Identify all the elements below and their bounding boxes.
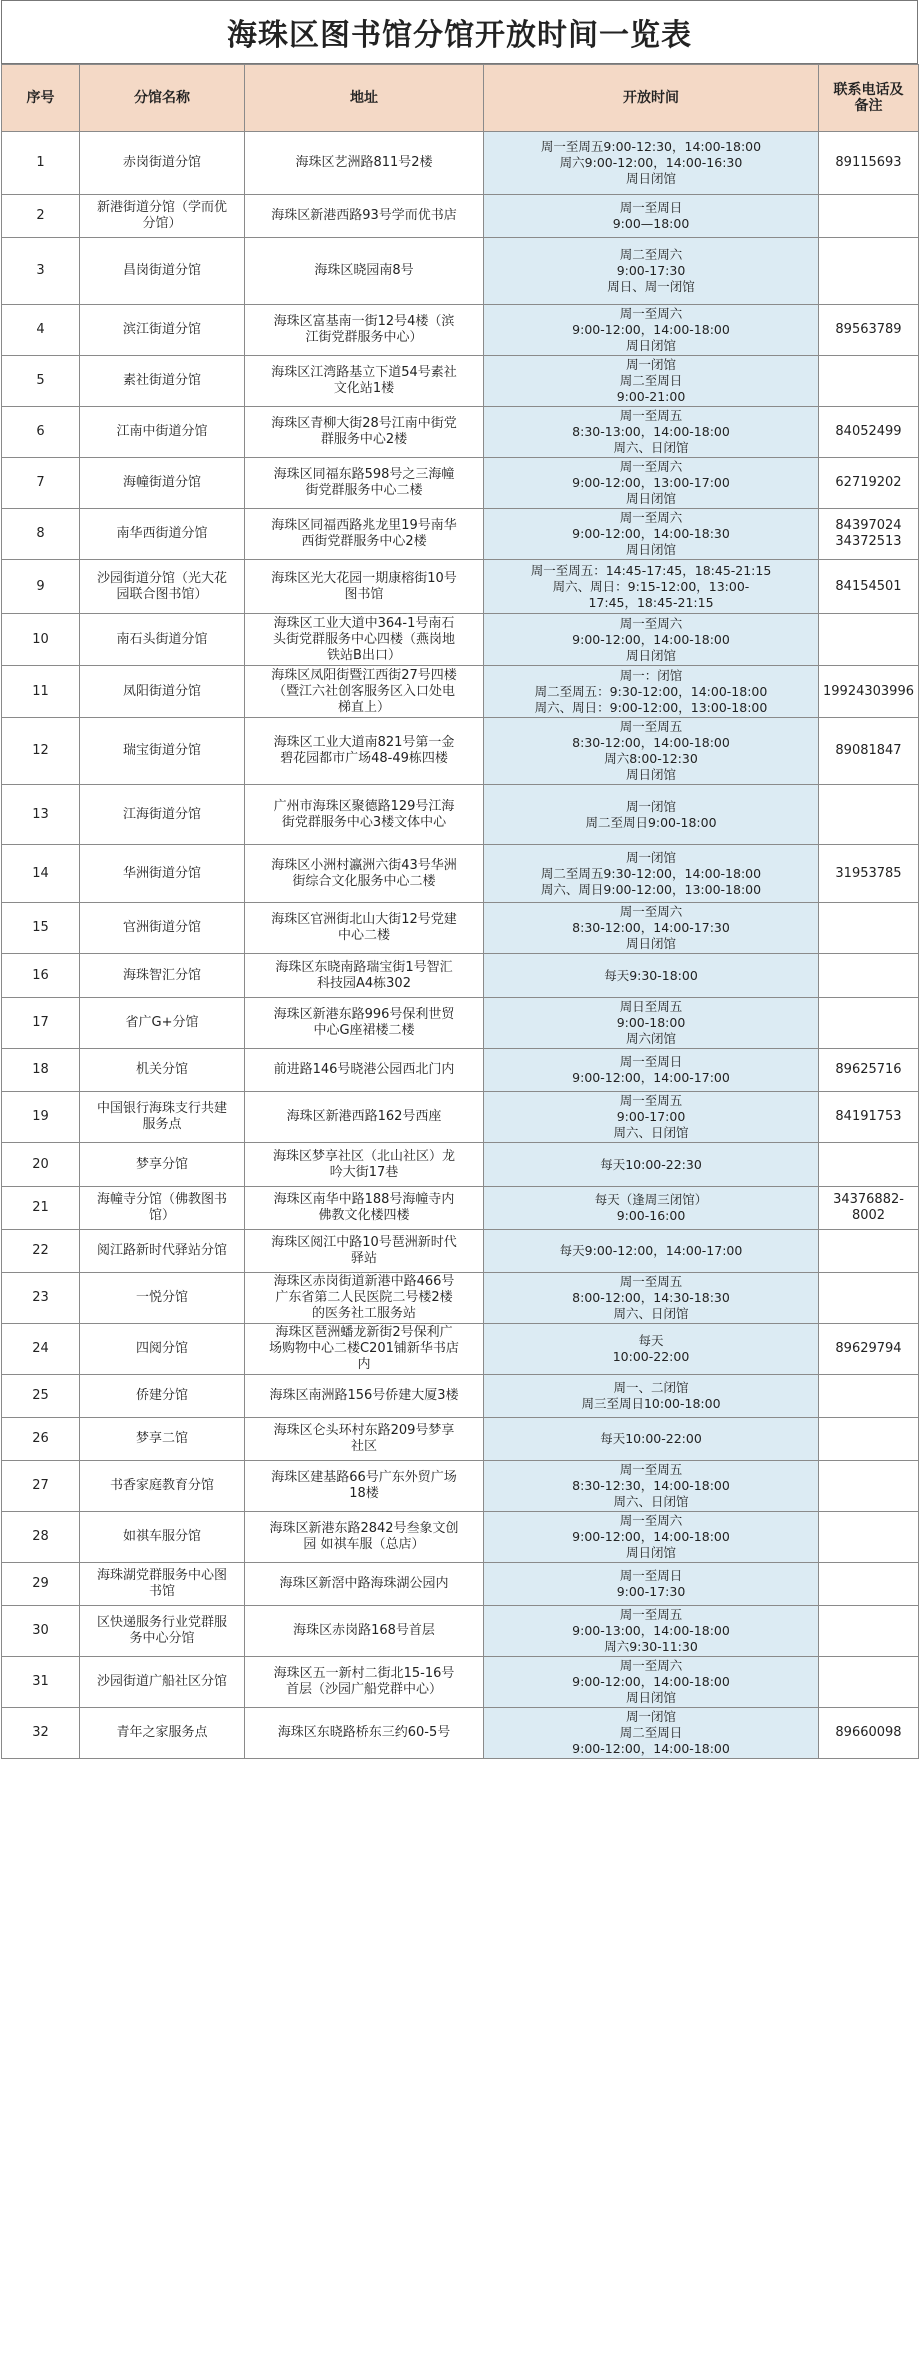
contact-phone: 34376882- 8002 (819, 1187, 919, 1230)
row-index: 20 (2, 1143, 80, 1187)
opening-hours: 周一、二闭馆 周三至周日10:00-18:00 (484, 1375, 819, 1418)
opening-hours: 每天 10:00-22:00 (484, 1324, 819, 1375)
table-row (2, 1230, 919, 1273)
branch-address: 海珠区南洲路156号侨建大厦3楼 (245, 1375, 484, 1418)
page-title: 海珠区图书馆分馆开放时间一览表 (1, 0, 918, 64)
row-index: 27 (2, 1461, 80, 1512)
opening-hours: 周一至周六 9:00-12:00，14:00-18:00 周日闭馆 (484, 1512, 819, 1563)
contact-phone (819, 1657, 919, 1708)
branch-name: 瑞宝街道分馆 (80, 718, 245, 785)
branch-address: 海珠区小洲村瀛洲六街43号华洲 街综合文化服务中心二楼 (245, 845, 484, 903)
branch-address: 海珠区新滘中路海珠湖公园内 (245, 1563, 484, 1606)
row-index: 6 (2, 407, 80, 458)
branch-address: 海珠区仑头环村东路209号梦享 社区 (245, 1418, 484, 1461)
table-row (2, 1418, 919, 1461)
opening-hours: 周二至周六 9:00-17:30 周日、周一闭馆 (484, 238, 819, 305)
row-index: 10 (2, 614, 80, 666)
table-row (2, 666, 919, 718)
branch-name: 沙园街道广船社区分馆 (80, 1657, 245, 1708)
table-row (2, 132, 919, 195)
contact-phone: 89081847 (819, 718, 919, 785)
branch-name: 区快递服务行业党群服 务中心分馆 (80, 1606, 245, 1657)
contact-phone (819, 1375, 919, 1418)
opening-hours: 周一至周五 8:30-12:30，14:00-18:00 周六、日闭馆 (484, 1461, 819, 1512)
row-index: 31 (2, 1657, 80, 1708)
branch-name: 南石头街道分馆 (80, 614, 245, 666)
opening-hours: 每天9:30-18:00 (484, 954, 819, 998)
opening-hours: 周一至周六 9:00-12:00，14:00-18:00 周日闭馆 (484, 305, 819, 356)
table-row (2, 238, 919, 305)
opening-hours: 周一至周六 8:30-12:00，14:00-17:30 周日闭馆 (484, 903, 819, 954)
opening-hours: 周一闭馆 周二至周五9:30-12:00，14:00-18:00 周六、周日9:00-12:00，13:00-18:00 (484, 845, 819, 903)
row-index: 22 (2, 1230, 80, 1273)
opening-hours: 周一至周六 9:00-12:00，14:00-18:30 周日闭馆 (484, 509, 819, 560)
contact-phone: 89625716 (819, 1049, 919, 1092)
row-index: 5 (2, 356, 80, 407)
opening-hours: 周一至周五 8:30-13:00，14:00-18:00 周六、日闭馆 (484, 407, 819, 458)
opening-hours: 周一至周五 9:00-17:00 周六、日闭馆 (484, 1092, 819, 1143)
branch-name: 侨建分馆 (80, 1375, 245, 1418)
branch-name: 省广G+分馆 (80, 998, 245, 1049)
branch-name: 昌岗街道分馆 (80, 238, 245, 305)
table-row (2, 1143, 919, 1187)
branch-address: 海珠区艺洲路811号2楼 (245, 132, 484, 195)
table-row (2, 1273, 919, 1324)
branch-address: 海珠区工业大道中364-1号南石 头街党群服务中心四楼（燕岗地 铁站B出口） (245, 614, 484, 666)
opening-hours: 周一闭馆 周二至周日9:00-18:00 (484, 785, 819, 845)
contact-phone (819, 1273, 919, 1324)
row-index: 8 (2, 509, 80, 560)
contact-phone (819, 1461, 919, 1512)
branch-name: 中国银行海珠支行共建 服务点 (80, 1092, 245, 1143)
branch-address: 海珠区同福东路598号之三海幢 街党群服务中心二楼 (245, 458, 484, 509)
contact-phone: 84191753 (819, 1092, 919, 1143)
table-row (2, 845, 919, 903)
table-row (2, 998, 919, 1049)
contact-phone (819, 195, 919, 238)
table-row (2, 1657, 919, 1708)
branch-name: 官洲街道分馆 (80, 903, 245, 954)
branch-address: 海珠区东晓南路瑞宝街1号智汇 科技园A4栋302 (245, 954, 484, 998)
contact-phone: 31953785 (819, 845, 919, 903)
contact-phone (819, 1512, 919, 1563)
contact-phone: 84154501 (819, 560, 919, 614)
table-row (2, 305, 919, 356)
branch-address: 海珠区新港西路93号学而优书店 (245, 195, 484, 238)
schedule-sheet (1, 0, 918, 1759)
opening-hours: 周一闭馆 周二至周日 9:00-21:00 (484, 356, 819, 407)
branch-address: 海珠区东晓路桥东三约60-5号 (245, 1708, 484, 1759)
branch-address: 海珠区江湾路基立下道54号素社 文化站1楼 (245, 356, 484, 407)
table-row (2, 614, 919, 666)
branch-name: 海珠智汇分馆 (80, 954, 245, 998)
table-row (2, 1049, 919, 1092)
row-index: 14 (2, 845, 80, 903)
contact-phone: 84397024 34372513 (819, 509, 919, 560)
table-row (2, 1563, 919, 1606)
branch-address: 海珠区同福西路兆龙里19号南华 西街党群服务中心2楼 (245, 509, 484, 560)
row-index: 4 (2, 305, 80, 356)
row-index: 3 (2, 238, 80, 305)
table-row (2, 1461, 919, 1512)
contact-phone (819, 238, 919, 305)
opening-hours: 周一至周日 9:00-12:00，14:00-17:00 (484, 1049, 819, 1092)
row-index: 32 (2, 1708, 80, 1759)
table-row (2, 785, 919, 845)
branch-name: 梦享二馆 (80, 1418, 245, 1461)
row-index: 21 (2, 1187, 80, 1230)
contact-phone (819, 1563, 919, 1606)
row-index: 24 (2, 1324, 80, 1375)
branch-address: 海珠区赤岗路168号首层 (245, 1606, 484, 1657)
opening-hours: 每天10:00-22:30 (484, 1143, 819, 1187)
branch-name: 阅江路新时代驿站分馆 (80, 1230, 245, 1273)
branch-name: 沙园街道分馆（光大花 园联合图书馆） (80, 560, 245, 614)
header-contact: 联系电话及 备注 (819, 65, 919, 132)
opening-hours: 周一至周六 9:00-12:00，13:00-17:00 周日闭馆 (484, 458, 819, 509)
contact-phone: 19924303996 (819, 666, 919, 718)
branch-address: 海珠区五一新村二街北15-16号 首层（沙园广船党群中心） (245, 1657, 484, 1708)
table-row (2, 1512, 919, 1563)
opening-hours: 周一至周日 9:00—18:00 (484, 195, 819, 238)
contact-phone (819, 356, 919, 407)
opening-hours: 周一至周六 9:00-12:00，14:00-18:00 周日闭馆 (484, 1657, 819, 1708)
branch-address: 海珠区南华中路188号海幢寺内 佛教文化楼四楼 (245, 1187, 484, 1230)
opening-hours: 周一至周五9:00-12:30，14:00-18:00 周六9:00-12:00，14:00-16:30 周日闭馆 (484, 132, 819, 195)
opening-hours: 周日至周五 9:00-18:00 周六闭馆 (484, 998, 819, 1049)
branch-name: 海幢街道分馆 (80, 458, 245, 509)
table-row (2, 954, 919, 998)
row-index: 29 (2, 1563, 80, 1606)
branch-name: 书香家庭教育分馆 (80, 1461, 245, 1512)
branch-address: 海珠区新港西路162号西座 (245, 1092, 484, 1143)
contact-phone (819, 1418, 919, 1461)
table-row (2, 1187, 919, 1230)
branch-name: 一悦分馆 (80, 1273, 245, 1324)
header-branch-name: 分馆名称 (80, 65, 245, 132)
table-row (2, 1324, 919, 1375)
branch-address: 海珠区阅江中路10号琶洲新时代 驿站 (245, 1230, 484, 1273)
contact-phone: 89660098 (819, 1708, 919, 1759)
table-header-row (2, 65, 919, 132)
branch-name: 南华西街道分馆 (80, 509, 245, 560)
contact-phone (819, 785, 919, 845)
row-index: 26 (2, 1418, 80, 1461)
table-row (2, 1708, 919, 1759)
row-index: 11 (2, 666, 80, 718)
branch-address: 海珠区官洲街北山大街12号党建 中心二楼 (245, 903, 484, 954)
contact-phone: 89563789 (819, 305, 919, 356)
table-row (2, 356, 919, 407)
branch-name: 如祺车服分馆 (80, 1512, 245, 1563)
contact-phone: 84052499 (819, 407, 919, 458)
opening-hours: 每天（逢周三闭馆） 9:00-16:00 (484, 1187, 819, 1230)
row-index: 18 (2, 1049, 80, 1092)
header-hours: 开放时间 (484, 65, 819, 132)
branch-name: 海珠湖党群服务中心图 书馆 (80, 1563, 245, 1606)
row-index: 15 (2, 903, 80, 954)
header-index: 序号 (2, 65, 80, 132)
table-row (2, 509, 919, 560)
branch-address: 海珠区工业大道南821号第一金 碧花园都市广场48-49栋四楼 (245, 718, 484, 785)
opening-hours: 每天9:00-12:00，14:00-17:00 (484, 1230, 819, 1273)
branch-name: 华洲街道分馆 (80, 845, 245, 903)
branch-name: 赤岗街道分馆 (80, 132, 245, 195)
contact-phone: 89115693 (819, 132, 919, 195)
opening-hours: 周一：闭馆 周二至周五：9:30-12:00，14:00-18:00 周六、周日：9:00-12:00，13:00-18:00 (484, 666, 819, 718)
branch-name: 海幢寺分馆（佛教图书 馆） (80, 1187, 245, 1230)
branch-name: 江南中街道分馆 (80, 407, 245, 458)
contact-phone (819, 1606, 919, 1657)
opening-hours: 每天10:00-22:00 (484, 1418, 819, 1461)
row-index: 28 (2, 1512, 80, 1563)
contact-phone (819, 954, 919, 998)
contact-phone: 62719202 (819, 458, 919, 509)
contact-phone (819, 1230, 919, 1273)
row-index: 23 (2, 1273, 80, 1324)
contact-phone (819, 1143, 919, 1187)
table-row (2, 195, 919, 238)
opening-hours: 周一至周五 9:00-13:00，14:00-18:00 周六9:30-11:30 (484, 1606, 819, 1657)
branch-address: 海珠区琶洲蟠龙新街2号保利广 场购物中心二楼C201铺新华书店 内 (245, 1324, 484, 1375)
branch-address: 海珠区梦享社区（北山社区）龙 吟大街17巷 (245, 1143, 484, 1187)
table-row (2, 1375, 919, 1418)
branch-name: 江海街道分馆 (80, 785, 245, 845)
row-index: 7 (2, 458, 80, 509)
table-row (2, 1606, 919, 1657)
row-index: 25 (2, 1375, 80, 1418)
opening-hours: 周一闭馆 周二至周日 9:00-12:00，14:00-18:00 (484, 1708, 819, 1759)
table-row (2, 718, 919, 785)
opening-hours: 周一至周五 8:30-12:00，14:00-18:00 周六8:00-12:30 周日闭馆 (484, 718, 819, 785)
branch-address: 海珠区青柳大街28号江南中街党 群服务中心2楼 (245, 407, 484, 458)
branch-name: 凤阳街道分馆 (80, 666, 245, 718)
row-index: 1 (2, 132, 80, 195)
opening-hours: 周一至周五 8:00-12:00，14:30-18:30 周六、日闭馆 (484, 1273, 819, 1324)
branch-table (1, 64, 919, 1759)
branch-name: 新港街道分馆（学而优 分馆） (80, 195, 245, 238)
row-index: 12 (2, 718, 80, 785)
row-index: 2 (2, 195, 80, 238)
branch-address: 海珠区赤岗街道新港中路466号 广东省第二人民医院二号楼2楼 的医务社工服务站 (245, 1273, 484, 1324)
branch-name: 滨江街道分馆 (80, 305, 245, 356)
row-index: 9 (2, 560, 80, 614)
row-index: 19 (2, 1092, 80, 1143)
branch-address: 海珠区建基路66号广东外贸广场 18楼 (245, 1461, 484, 1512)
table-row (2, 903, 919, 954)
contact-phone (819, 903, 919, 954)
row-index: 30 (2, 1606, 80, 1657)
opening-hours: 周一至周六 9:00-12:00，14:00-18:00 周日闭馆 (484, 614, 819, 666)
table-row (2, 458, 919, 509)
row-index: 16 (2, 954, 80, 998)
branch-address: 海珠区晓园南8号 (245, 238, 484, 305)
row-index: 17 (2, 998, 80, 1049)
opening-hours: 周一至周日 9:00-17:30 (484, 1563, 819, 1606)
branch-name: 四阅分馆 (80, 1324, 245, 1375)
branch-name: 梦享分馆 (80, 1143, 245, 1187)
opening-hours: 周一至周五：14:45-17:45，18:45-21:15 周六、周日：9:15-12:00，13:00- 17:45，18:45-21:15 (484, 560, 819, 614)
branch-name: 素社街道分馆 (80, 356, 245, 407)
table-row (2, 407, 919, 458)
branch-address: 海珠区新港东路2842号叁象文创 园 如祺车服（总店） (245, 1512, 484, 1563)
branch-name: 青年之家服务点 (80, 1708, 245, 1759)
contact-phone (819, 614, 919, 666)
table-body (2, 132, 919, 1759)
branch-name: 机关分馆 (80, 1049, 245, 1092)
branch-address: 海珠区富基南一街12号4楼（滨 江街党群服务中心） (245, 305, 484, 356)
branch-address: 海珠区新港东路996号保利世贸 中心G座裙楼二楼 (245, 998, 484, 1049)
contact-phone (819, 998, 919, 1049)
contact-phone: 89629794 (819, 1324, 919, 1375)
branch-address: 海珠区光大花园一期康榕街10号 图书馆 (245, 560, 484, 614)
branch-address: 前进路146号晓港公园西北门内 (245, 1049, 484, 1092)
branch-address: 海珠区凤阳街暨江西街27号四楼 （暨江六社创客服务区入口处电 梯直上） (245, 666, 484, 718)
table-row (2, 560, 919, 614)
branch-address: 广州市海珠区聚德路129号江海 街党群服务中心3楼文体中心 (245, 785, 484, 845)
table-row (2, 1092, 919, 1143)
row-index: 13 (2, 785, 80, 845)
header-address: 地址 (245, 65, 484, 132)
